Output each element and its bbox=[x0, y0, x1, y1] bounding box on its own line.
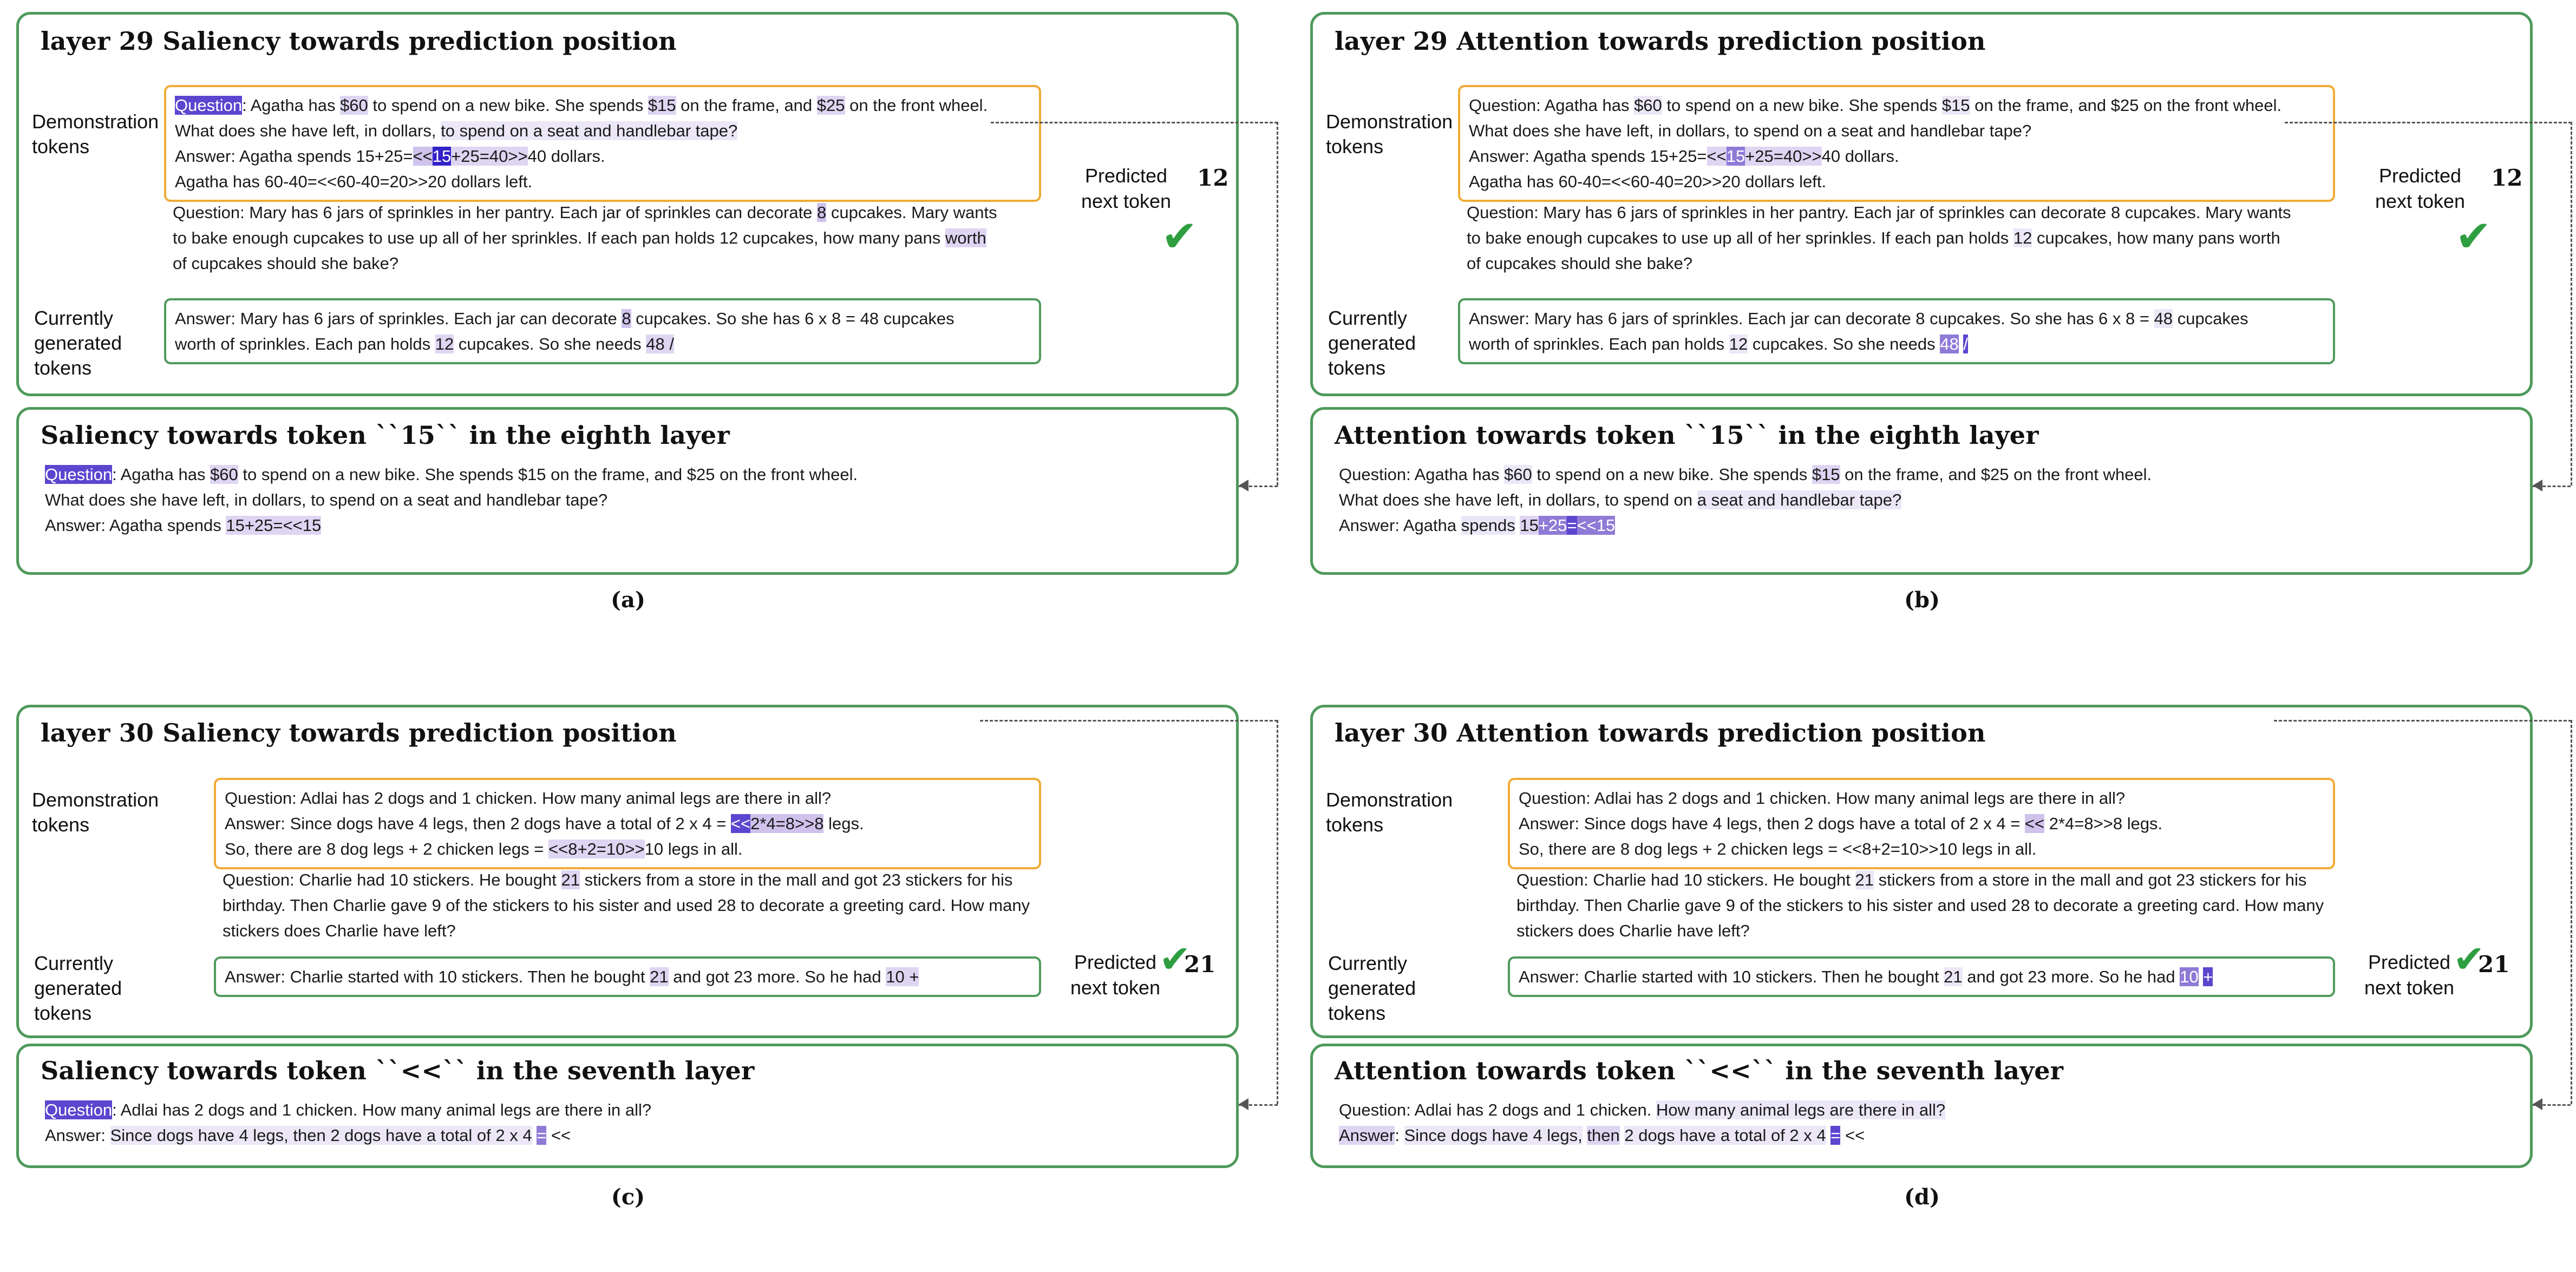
demo-label-line1-b: Demonstration bbox=[1326, 110, 1453, 133]
panel-c-bottom bbox=[16, 1044, 1239, 1168]
panel-a-top bbox=[16, 12, 1239, 396]
generated-box-d bbox=[1508, 956, 2335, 997]
panel-d-top-title: layer 30 Attention towards prediction position bbox=[1335, 718, 1986, 748]
query-text-c bbox=[214, 862, 1041, 949]
demonstration-box-a bbox=[164, 85, 1041, 202]
demonstration-tokens-label-a bbox=[32, 109, 159, 159]
panel-c-bottom-text bbox=[36, 1092, 1217, 1153]
connector-c-arrow bbox=[1239, 1098, 1248, 1110]
demo-label-line1-d: Demonstration bbox=[1326, 789, 1453, 811]
generated-box-c bbox=[214, 956, 1041, 997]
caption-c: (c) bbox=[611, 1184, 645, 1210]
panel-c-bottom-title: Saliency towards token ``<<`` in the seventh layer bbox=[41, 1056, 755, 1085]
panel-d-bottom-title: Attention towards token ``<<`` in the seventh layer bbox=[1335, 1056, 2064, 1085]
panel-d-bottom-text bbox=[1330, 1092, 2510, 1153]
generated-box-a bbox=[164, 298, 1041, 364]
b-bottom-line-3: Answer: Agatha spends 15+25=<<15 bbox=[1339, 516, 1616, 535]
demo-line-4-b: Agatha has 60-40=<<60-40=20>>20 dollars left. bbox=[1469, 172, 1827, 192]
predicted-line1-b: Predicted bbox=[2378, 165, 2462, 187]
gen-label-line3-c: tokens bbox=[34, 1002, 92, 1025]
demo-line-3-d: So, there are 8 dog legs + 2 chicken legs = <<8+2=10>>10 legs in all. bbox=[1519, 840, 2037, 859]
panel-d-top bbox=[1310, 705, 2533, 1038]
query-line-3-d: stickers does Charlie have left? bbox=[1516, 921, 1750, 941]
panel-c-top-title: layer 30 Saliency towards prediction position bbox=[41, 718, 677, 748]
check-icon-a: ✔ bbox=[1161, 211, 1198, 261]
connector-a-top bbox=[991, 122, 1278, 123]
gen-label-line2-d: generated bbox=[1328, 977, 1416, 1000]
predicted-line2: next token bbox=[1081, 189, 1172, 212]
demo-line-1-c: Question: Adlai has 2 dogs and 1 chicken. How many animal legs are there in all? bbox=[225, 789, 832, 808]
demo-label-line2-d: tokens bbox=[1326, 814, 1384, 836]
query-line-2-b: to bake enough cupcakes to use up all of her sprinkles. If each pan holds 12 cupcakes, how many pans worth bbox=[1467, 228, 2280, 248]
demo-line-2-c: Answer: Since dogs have 4 legs, then 2 dogs have a total of 2 x 4 = <<2*4=8>>8 legs. bbox=[225, 814, 864, 834]
panel-b-top-title: layer 29 Attention towards prediction position bbox=[1335, 27, 1986, 56]
demo-line-3: Answer: Agatha spends 15+25=<<15+25=40>>40 dollars. bbox=[175, 147, 605, 166]
b-bottom-line-2: What does she have left, in dollars, to spend on a seat and handlebar tape? bbox=[1339, 490, 1902, 510]
gen-line-2: worth of sprinkles. Each pan holds 12 cupcakes. So she needs 48 / bbox=[175, 335, 674, 354]
gen-label-line2-c: generated bbox=[34, 977, 122, 1000]
panel-a-top-title: layer 29 Saliency towards prediction position bbox=[41, 27, 677, 56]
connector-d-vert bbox=[2571, 720, 2572, 1104]
query-line-1-c: Question: Charlie had 10 stickers. He bought 21 stickers from a store in the mall and got 23 stickers for his bbox=[223, 870, 1013, 889]
query-line-3: of cupcakes should she bake? bbox=[173, 254, 399, 273]
connector-c-vert bbox=[1277, 720, 1278, 1104]
demo-line-1-b: Question: Agatha has $60 to spend on a new bike. She spends $15 on the frame, and $25 on the front wheel. bbox=[1469, 96, 2282, 115]
demo-line-3-b: Answer: Agatha spends 15+25=<<15+25=40>>40 dollars. bbox=[1469, 147, 1899, 166]
panel-d-bottom bbox=[1310, 1044, 2533, 1168]
demo-line-4: Agatha has 60-40=<<60-40=20>>20 dollars left. bbox=[175, 172, 533, 192]
predicted-line1-d: Predicted bbox=[2368, 951, 2451, 973]
query-text-d bbox=[1508, 862, 2335, 949]
a-bottom-line-1: Question: Agatha has $60 to spend on a new bike. She spends $15 on the frame, and $25 on the front wheel. bbox=[45, 465, 858, 484]
connector-b-arrow bbox=[2533, 480, 2542, 491]
gen-label-line1-c: Currently bbox=[34, 952, 114, 974]
check-icon-b: ✔ bbox=[2455, 211, 2492, 261]
gen-line-1-b: Answer: Mary has 6 jars of sprinkles. Each jar can decorate 8 cupcakes. So she has 6 x 8 = 48 cupcakes bbox=[1469, 309, 2248, 328]
demonstration-tokens-label-d bbox=[1326, 788, 1461, 837]
panel-c-top bbox=[16, 705, 1239, 1038]
gen-line-2-b: worth of sprinkles. Each pan holds 12 cupcakes. So she needs 48 / bbox=[1469, 335, 1968, 354]
caption-a: (a) bbox=[611, 587, 645, 613]
currently-generated-label-c bbox=[34, 951, 164, 1026]
d-bottom-line-1: Question: Adlai has 2 dogs and 1 chicken. How many animal legs are there in all? bbox=[1339, 1100, 1946, 1119]
query-line-2-d: birthday. Then Charlie gave 9 of the stickers to his sister and used 28 to decorate a greeting card. How many bbox=[1516, 896, 2324, 915]
query-line-1-d: Question: Charlie had 10 stickers. He bought 21 stickers from a store in the mall and got 23 stickers for his bbox=[1516, 870, 2307, 889]
predicted-label-b bbox=[2352, 163, 2488, 214]
query-line-1-b: Question: Mary has 6 jars of sprinkles in her pantry. Each jar of sprinkles can decorate 8 cupcakes. Mary wants bbox=[1467, 203, 2291, 222]
gen-label-line2: generated bbox=[34, 332, 122, 355]
panel-a-bottom bbox=[16, 407, 1239, 575]
gen-label-line2-b: generated bbox=[1328, 332, 1416, 355]
demo-line-1: Question: Agatha has $60 to spend on a new bike. She spends $15 on the frame, and $25 on the front wheel. bbox=[175, 96, 988, 115]
caption-d: (d) bbox=[1904, 1184, 1940, 1210]
check-icon-d: ✔ bbox=[2453, 937, 2485, 981]
gen-line-1: Answer: Mary has 6 jars of sprinkles. Each jar can decorate 8 cupcakes. So she has 6 x 8 = 48 cupcakes bbox=[175, 309, 954, 328]
demo-line-2-b: What does she have left, in dollars, to spend on a seat and handlebar tape? bbox=[1469, 121, 2032, 141]
check-icon-c: ✔ bbox=[1159, 937, 1191, 981]
demo-label-line1-c: Demonstration bbox=[32, 789, 159, 811]
predicted-label-a bbox=[1058, 163, 1194, 214]
predicted-token-a: 12 bbox=[1197, 165, 1229, 191]
gen-line-1-c: Answer: Charlie started with 10 stickers. Then he bought 21 and got 23 more. So he had 10 + bbox=[225, 967, 919, 986]
predicted-line1: Predicted bbox=[1084, 165, 1168, 187]
predicted-token-b: 12 bbox=[2491, 165, 2523, 191]
d-bottom-line-2: Answer: Since dogs have 4 legs, then 2 dogs have a total of 2 x 4 = << bbox=[1339, 1126, 1865, 1145]
demonstration-box-d bbox=[1508, 778, 2335, 869]
demo-line-2-d: Answer: Since dogs have 4 legs, then 2 dogs have a total of 2 x 4 = << 2*4=8>>8 legs. bbox=[1519, 814, 2163, 834]
gen-label-line1-b: Currently bbox=[1328, 307, 1408, 329]
panel-b-bottom-title: Attention towards token ``15`` in the eighth layer bbox=[1335, 421, 2039, 450]
currently-generated-label-d bbox=[1328, 951, 1463, 1026]
demo-line-3-c: So, there are 8 dog legs + 2 chicken legs = <<8+2=10>>10 legs in all. bbox=[225, 840, 743, 859]
connector-c-top bbox=[980, 720, 1278, 722]
connector-b-vert bbox=[2571, 122, 2572, 486]
gen-label-line3-d: tokens bbox=[1328, 1002, 1386, 1025]
demonstration-box-b bbox=[1458, 85, 2335, 202]
panel-b-bottom bbox=[1310, 407, 2533, 575]
demo-line-2: What does she have left, in dollars, to spend on a seat and handlebar tape? bbox=[175, 121, 738, 141]
a-bottom-line-3: Answer: Agatha spends 15+25=<<15 bbox=[45, 516, 322, 535]
predicted-line2-c: next token bbox=[1070, 976, 1161, 999]
generated-box-b bbox=[1458, 298, 2335, 364]
predicted-line2-d: next token bbox=[2364, 976, 2455, 999]
gen-label-line3-b: tokens bbox=[1328, 357, 1386, 379]
connector-d-arrow bbox=[2533, 1098, 2542, 1110]
c-bottom-line-1: Question: Adlai has 2 dogs and 1 chicken. How many animal legs are there in all? bbox=[45, 1100, 652, 1119]
gen-line-1-d: Answer: Charlie started with 10 stickers. Then he bought 21 and got 23 more. So he had 10 + bbox=[1519, 967, 2213, 986]
demo-label-line2-b: tokens bbox=[1326, 135, 1384, 158]
demonstration-tokens-label-c bbox=[32, 788, 162, 837]
connector-d-top bbox=[2274, 720, 2572, 722]
query-line-3-b: of cupcakes should she bake? bbox=[1467, 254, 1693, 273]
demo-label-line2-c: tokens bbox=[32, 814, 90, 836]
predicted-line2-b: next token bbox=[2375, 189, 2466, 212]
predicted-token-c: 21 bbox=[1184, 951, 1216, 978]
panel-b-bottom-text bbox=[1330, 456, 2510, 543]
gen-label-line1: Currently bbox=[34, 307, 114, 329]
query-line-2: to bake enough cupcakes to use up all of her sprinkles. If each pan holds 12 cupcakes, how many pans worth bbox=[173, 228, 986, 248]
gen-label-line3: tokens bbox=[34, 357, 92, 379]
query-line-3-c: stickers does Charlie have left? bbox=[223, 921, 456, 941]
predicted-line1-c: Predicted bbox=[1074, 951, 1157, 973]
c-bottom-line-2: Answer: Since dogs have 4 legs, then 2 dogs have a total of 2 x 4 = << bbox=[45, 1126, 571, 1145]
connector-a-vert bbox=[1277, 122, 1278, 486]
demo-label-line2: tokens bbox=[32, 135, 90, 158]
panel-b-top bbox=[1310, 12, 2533, 396]
demonstration-tokens-label-b bbox=[1326, 109, 1456, 159]
panel-a-bottom-title: Saliency towards token ``15`` in the eighth layer bbox=[41, 421, 730, 450]
gen-label-line1-d: Currently bbox=[1328, 952, 1408, 974]
connector-a-arrow bbox=[1239, 480, 1248, 491]
predicted-token-d: 21 bbox=[2478, 951, 2510, 978]
a-bottom-line-2: What does she have left, in dollars, to spend on a seat and handlebar tape? bbox=[45, 490, 608, 510]
b-bottom-line-1: Question: Agatha has $60 to spend on a new bike. She spends $15 on the frame, and $25 on the front wheel. bbox=[1339, 465, 2152, 484]
demonstration-box-c bbox=[214, 778, 1041, 869]
query-text-b bbox=[1458, 194, 2335, 281]
demo-label-line1: Demonstration bbox=[32, 110, 159, 133]
connector-b-top bbox=[2285, 122, 2572, 123]
demo-line-1-d: Question: Adlai has 2 dogs and 1 chicken. How many animal legs are there in all? bbox=[1519, 789, 2126, 808]
panel-a-bottom-text bbox=[36, 456, 1217, 543]
query-text-a bbox=[164, 194, 1041, 281]
caption-b: (b) bbox=[1904, 587, 1940, 613]
currently-generated-label-b bbox=[1328, 306, 1458, 381]
query-line-1: Question: Mary has 6 jars of sprinkles in her pantry. Each jar of sprinkles can decorate 8 cupcakes. Mary wants bbox=[173, 203, 997, 222]
currently-generated-label-a bbox=[34, 306, 159, 381]
query-line-2-c: birthday. Then Charlie gave 9 of the stickers to his sister and used 28 to decorate a greeting card. How many bbox=[223, 896, 1030, 915]
